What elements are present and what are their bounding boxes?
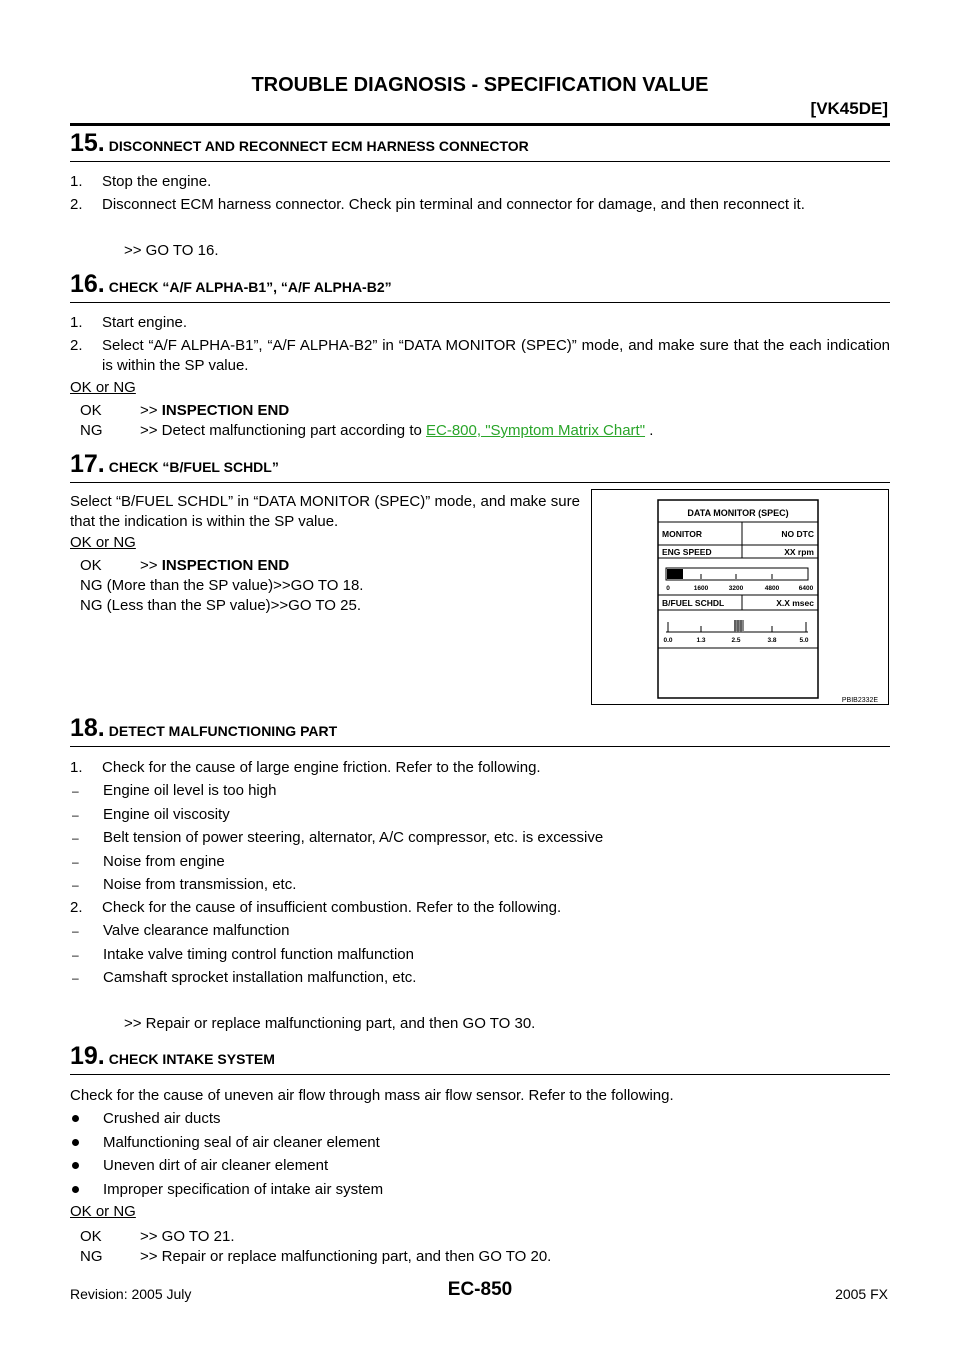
step-16-results: OK >> INSPECTION END NG >> Detect malfunctioning part according to EC-800, "Symptom Matrix Chart" . — [80, 402, 654, 439]
svg-text:0: 0 — [666, 585, 670, 592]
step-18-item-1: 1. Check for the cause of large engine friction. Refer to the following. — [70, 759, 541, 776]
list-item: – Engine oil viscosity — [72, 805, 230, 823]
monitor-title: DATA MONITOR (SPEC) — [687, 508, 789, 518]
step-18-heading: 18. DETECT MALFUNCTIONING PART — [70, 714, 890, 743]
eng-speed-label: ENG SPEED — [662, 547, 712, 557]
svg-text:3.8: 3.8 — [767, 637, 777, 644]
step-19-description: Check for the cause of uneven air flow through mass air flow sensor. Refer to the following. — [70, 1087, 674, 1104]
list-item: – Camshaft sprocket installation malfunction, etc. — [72, 969, 417, 986]
step-16-list: 1. Start engine. 2. Select “A/F ALPHA-B1”, “A/F ALPHA-B2” in “DATA MONITOR (SPEC)” mode, and make sure that the each indication is within the SP value. — [70, 314, 890, 374]
step-19-bullets — [70, 1109, 890, 1203]
list-item: Malfunctioning seal of air cleaner element — [70, 1133, 890, 1157]
list-item: – Engine oil level is too high — [72, 782, 277, 799]
footer-model: 2005 FX — [835, 1286, 888, 1302]
svg-text:6400: 6400 — [798, 585, 814, 592]
step-15-list: 1. Stop the engine. 2. Disconnect ECM harness connector. Check pin terminal and connector for damage, and then reconnect it. — [70, 173, 805, 213]
figure-code: PBIB2332E — [841, 697, 879, 704]
step-17-heading: 17. CHECK “B/FUEL SCHDL” — [70, 450, 890, 479]
svg-text:1600: 1600 — [693, 585, 709, 592]
svg-text:1.3: 1.3 — [696, 637, 706, 644]
eng-speed-value: XX rpm — [784, 547, 814, 557]
list-item: Crushed air ducts — [70, 1109, 890, 1133]
step-18-dash-list-1 — [70, 781, 890, 899]
list-item: – Valve clearance malfunction — [72, 922, 290, 939]
step-15-goto: >> GO TO 16. — [124, 242, 219, 259]
step-19-results: OK >> GO TO 21. NG >> Repair or replace malfunctioning part, and then GO TO 20. — [80, 1228, 552, 1265]
svg-text:3200: 3200 — [728, 585, 744, 592]
no-dtc-label: NO DTC — [781, 529, 814, 539]
engine-code: [VK45DE] — [810, 99, 888, 118]
step-19-heading: 19. CHECK INTAKE SYSTEM — [70, 1042, 890, 1071]
monitor-label: MONITOR — [662, 529, 702, 539]
svg-text:0.0: 0.0 — [663, 637, 673, 644]
step-15-heading — [70, 129, 890, 158]
step-16-heading: 16. CHECK “A/F ALPHA-B1”, “A/F ALPHA-B2” — [70, 270, 890, 299]
step-title: DISCONNECT AND RECONNECT ECM HARNESS CONNECTOR — [108, 138, 529, 154]
ok-or-ng-label: OK or NG — [70, 534, 136, 551]
step-18-item-2: 2. Check for the cause of insufficient combustion. Refer to the following. — [70, 899, 562, 916]
list-item: – Noise from engine — [72, 852, 225, 870]
b-fuel-schdl-value: X.X msec — [776, 598, 814, 608]
step-18-goto: >> Repair or replace malfunctioning part, and then GO TO 30. — [124, 1015, 536, 1032]
svg-text:4800: 4800 — [764, 585, 780, 592]
list-item: – Intake valve timing control function malfunction — [72, 945, 414, 963]
svg-text:5.0: 5.0 — [799, 637, 809, 644]
ok-or-ng-label: OK or NG — [70, 1203, 136, 1220]
step-17-results: OK >> INSPECTION END NG (More than the SP value)>>GO TO 18. NG (Less than the SP value)>>GO TO 25. — [80, 557, 364, 614]
step-number: 15. — [70, 129, 105, 157]
data-monitor-screen — [592, 490, 890, 706]
list-item: – Noise from transmission, etc. — [72, 876, 297, 893]
header-rule — [70, 123, 890, 126]
symptom-matrix-link[interactable]: EC-800, "Symptom Matrix Chart" — [426, 422, 646, 439]
page-title: TROUBLE DIAGNOSIS - SPECIFICATION VALUE — [251, 74, 709, 96]
list-item: – Belt tension of power steering, alternator, A/C compressor, etc. is excessive — [72, 829, 604, 846]
svg-text:2.5: 2.5 — [731, 637, 741, 644]
step-17-description: Select “B/FUEL SCHDL” in “DATA MONITOR (SPEC)” mode, and make sure that the indication is within the SP value. — [70, 493, 580, 530]
list-item: Uneven dirt of air cleaner element — [70, 1156, 890, 1180]
list-item: Improper specification of intake air system — [70, 1180, 890, 1204]
ok-or-ng-label: OK or NG — [70, 379, 136, 396]
page-number: EC-850 — [447, 1279, 513, 1300]
data-monitor-figure — [591, 489, 889, 705]
step-18-dash-list-2 — [70, 921, 890, 992]
footer-revision: Revision: 2005 July — [70, 1286, 192, 1302]
b-fuel-schdl-label: B/FUEL SCHDL — [662, 598, 725, 608]
